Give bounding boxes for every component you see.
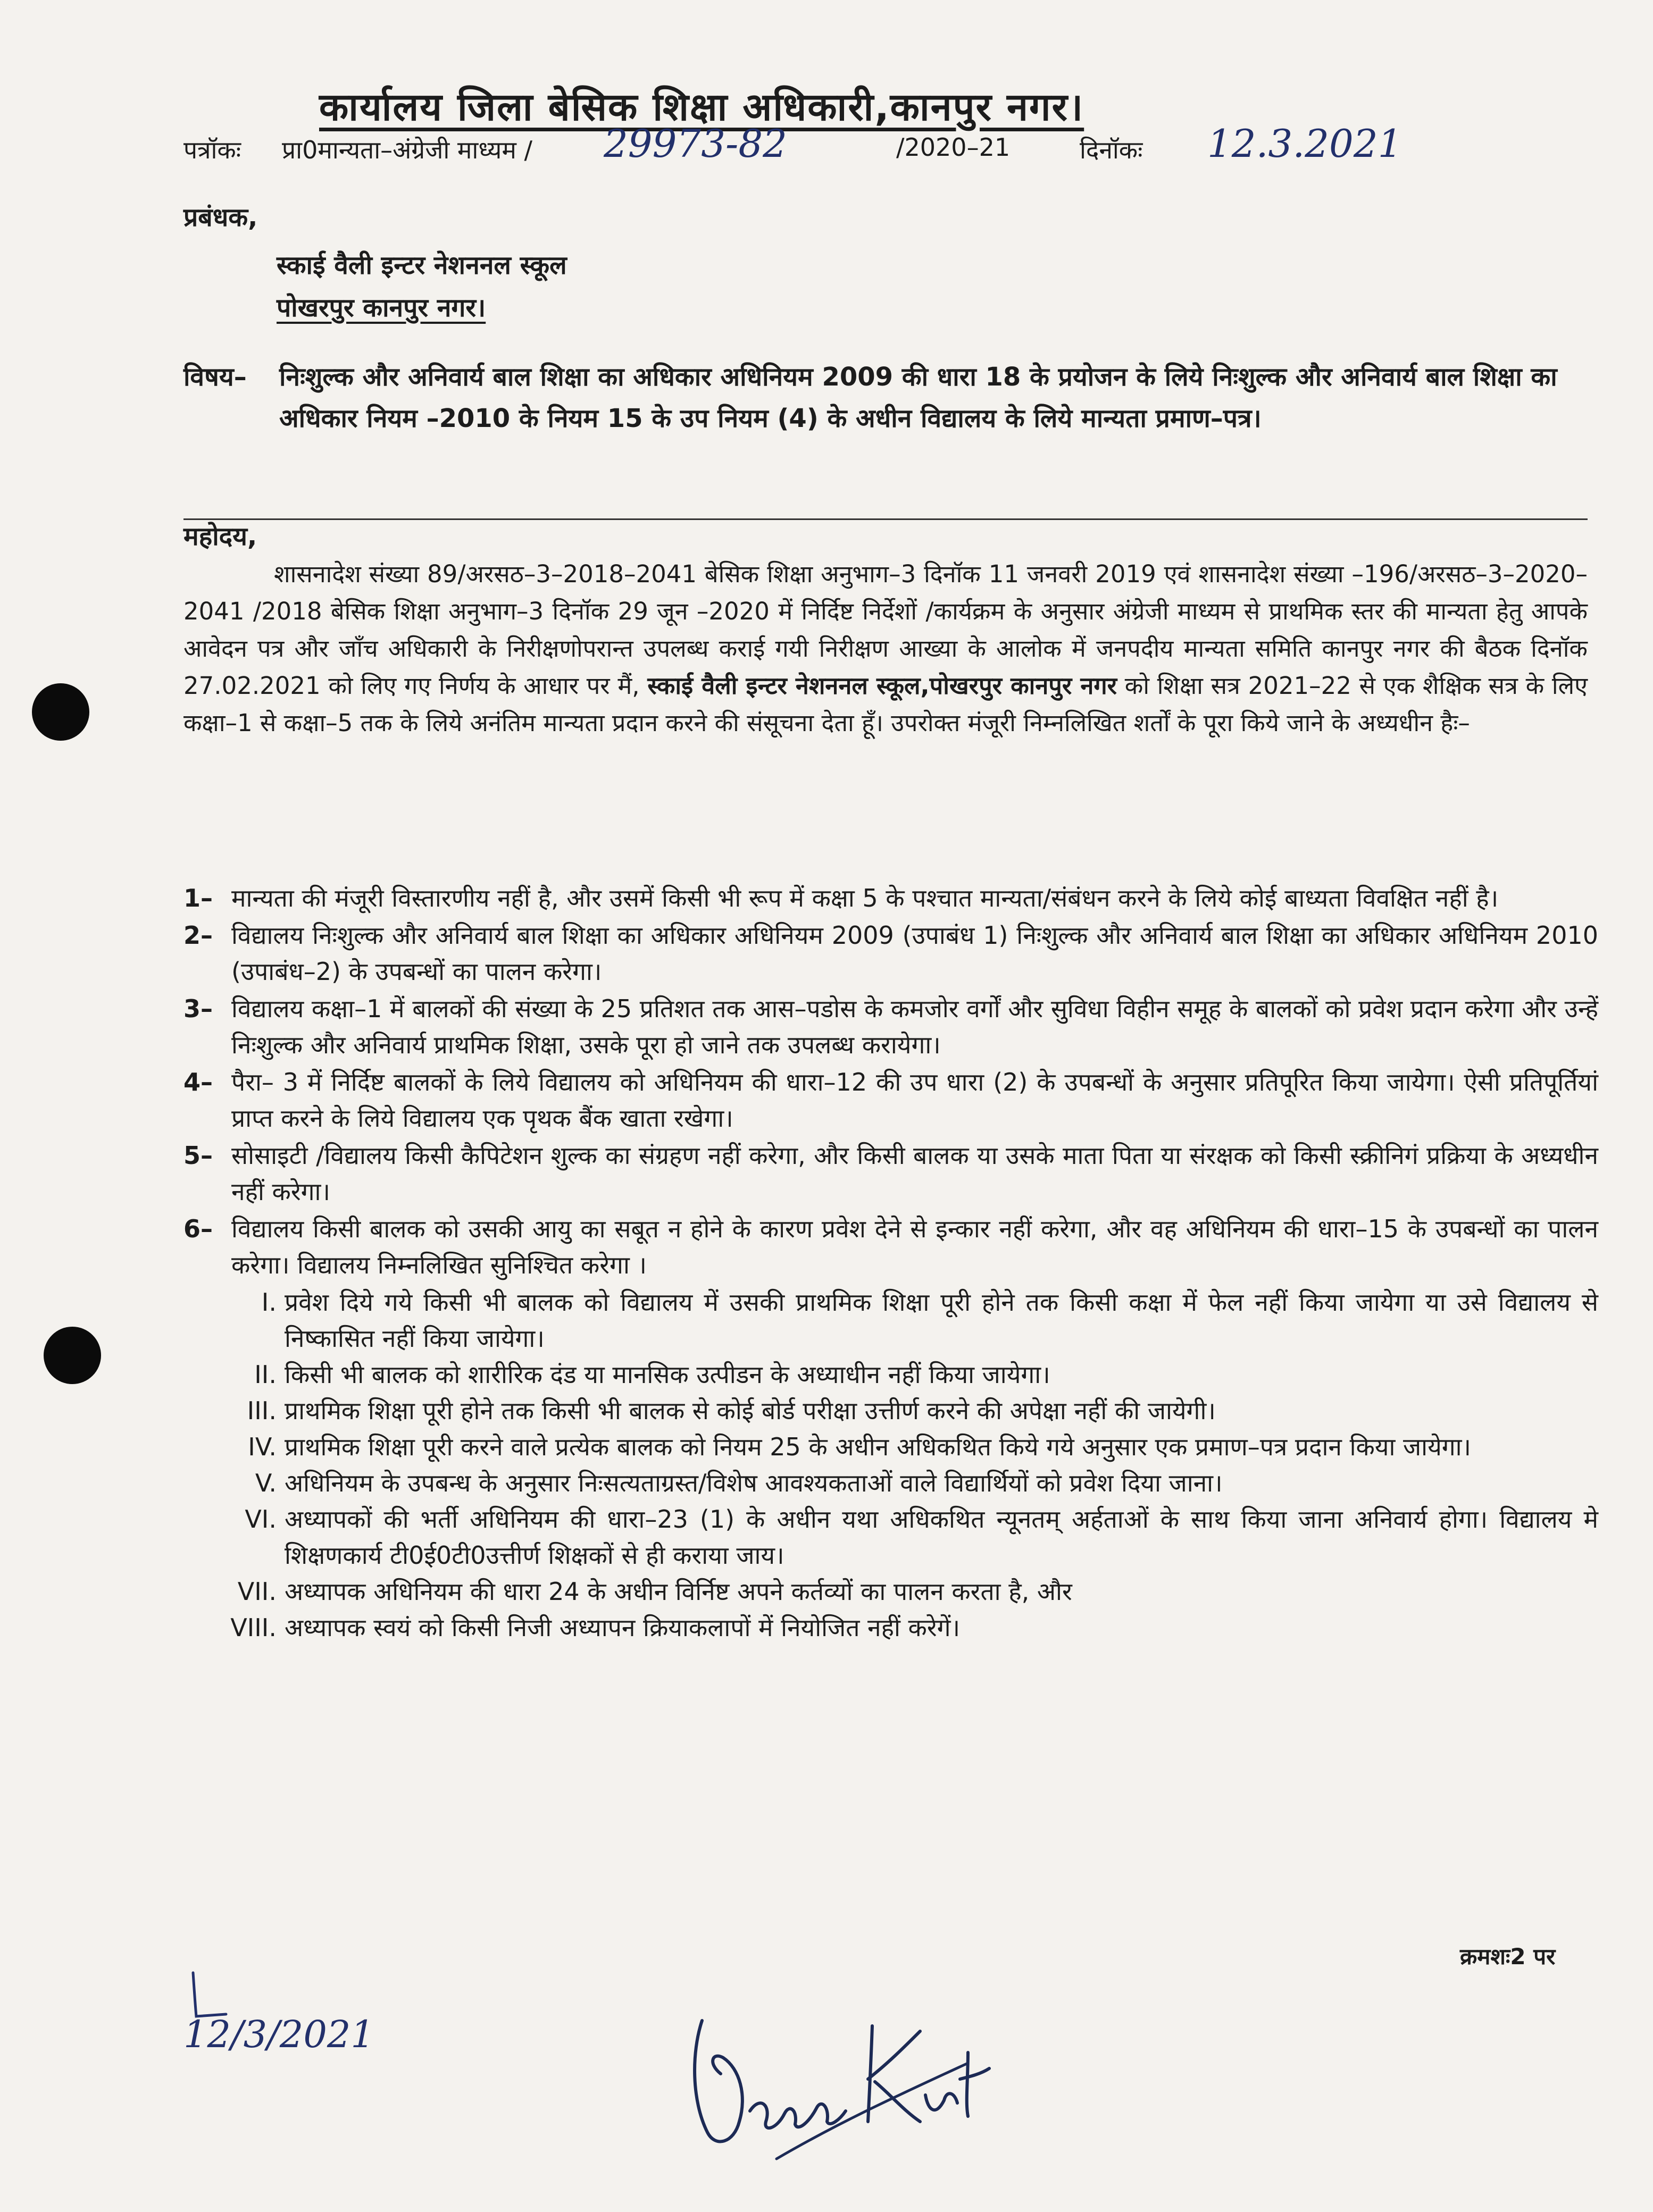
sub-condition-text: अध्यापक स्वयं को किसी निजी अध्यापन क्रियाकलापों में नियोजित नहीं करेगें। [285,1613,961,1642]
body-paragraph [183,556,1588,742]
continuation-note: क्रमशः2 पर [1460,1943,1556,1970]
sub-condition-text: अधिनियम के उपबन्ध के अनुसार निःसत्यताग्रस्त/विशेष आवश्यकताओं वाले विद्यार्थियों को प्रवेश दिया जाना। [285,1469,1223,1497]
condition-item [183,880,1598,916]
sub-condition-number: III. [247,1396,277,1425]
signature [670,1989,1011,2164]
subject-underline [183,518,1588,520]
condition-number: 2– [183,921,213,950]
sub-condition-item [215,1429,1598,1465]
condition-number: 5– [183,1141,213,1170]
sub-condition-text: प्राथमिक शिक्षा पूरी करने वाले प्रत्येक बालक को नियम 25 के अधीन अधिकथित किये गये अनुसार एक प्रमाण–पत्र प्रदान किया जायेगा। [285,1432,1471,1461]
sub-condition-number: VIII. [230,1613,277,1642]
sub-condition-text: प्रवेश दिये गये किसी भी बालक को विद्यालय में उसकी प्राथमिक शिक्षा पूरी होने तक किसी कक्षा में फेल नहीं किया जायेगा या उसे विद्यालय से निष्कासित नहीं किया जायेगा। [285,1288,1598,1353]
sub-condition-item [215,1465,1598,1501]
sub-condition-number: V. [255,1469,277,1497]
sub-condition-number: VII. [237,1577,277,1606]
sub-condition-item [215,1501,1598,1573]
sub-condition-item [215,1610,1598,1646]
salutation: महोदय, [183,522,257,551]
condition-text: विद्यालय कक्षा–1 में बालकों की संख्या के 25 प्रतिशत तक आस–पडोस के कमजोर वर्गों और सुविधा विहीन समूह के बालकों को प्रवेश प्रदान करेगा और उन्हें निःशुल्क और अनिवार्य प्राथमिक शिक्षा, उसके पूरा हो जाने तक उपलब्ध करायेगा। [231,994,1598,1059]
reference-prefix: प्रा0मान्यता–अंग्रेजी माध्यम / [282,136,532,164]
sub-condition-item [215,1573,1598,1610]
condition-item [183,1211,1598,1283]
sub-condition-item [215,1284,1598,1356]
subject-text: निःशुल्क और अनिवार्य बाल शिक्षा का अधिकार अधिनियम 2009 की धारा 18 के प्रयोजन के लिये निःशुल्क और अनिवार्य बाल शिक्षा का अधिकार नियम –2010 के नियम 15 के उप नियम (4) के अधीन विद्यालय के लिये मान्यता प्रमाण–पत्र। [279,362,1557,433]
sub-condition-number: IV. [248,1432,277,1461]
condition-number: 3– [183,994,213,1023]
initial-date-text: 12/3/2021 [183,2013,374,2056]
handwritten-reference-number: 29973-82 [604,121,787,166]
condition-text: विद्यालय निःशुल्क और अनिवार्य बाल शिक्षा का अधिकार अधिनियम 2009 (उपाबंध 1) निःशुल्क और अनिवार्य बाल शिक्षा का अधिकार अधिनियम 2010 (उपाबंध–2) के उपबन्धों का पालन करेगा। [231,921,1598,986]
punch-hole-top [32,683,89,741]
condition-item [183,917,1598,990]
sub-condition-number: I. [261,1288,277,1317]
condition-text: विद्यालय किसी बालक को उसकी आयु का सबूत न होने के कारण प्रवेश देने से इन्कार नहीं करेगा, और वह अधिनियम की धारा–15 के उपबन्धों का पालन करेगा। विद्यालय निम्नलिखित सुनिश्चित करेगा । [231,1214,1598,1279]
sub-condition-item [215,1393,1598,1429]
handwritten-date: 12.3.2021 [1207,121,1402,166]
sub-condition-item [215,1356,1598,1393]
body-text-part2: को शिक्षा सत्र 2021–22 से एक शैक्षिक सत्र के लिए कक्षा–1 से कक्षा–5 तक के लिये अनंतिम मान्यता प्रदान करने की संसूचना देता हूँ। उपरोक्त मंजूरी निम्नलिखित शर्तों के पूरा किये जाने के अध्यधीन हैः– [183,672,1588,737]
condition-text: सोसाइटी /विद्यालय किसी कैपिटेशन शुल्क का संग्रहण नहीं करेगा, और किसी बालक या उसके माता पिता या संरक्षक को किसी स्क्रीनिगं प्रक्रिया के अध्यधीन नहीं करेगा। [231,1141,1598,1206]
handwritten-initial-date [178,1967,374,2063]
sub-condition-text: अध्यापक अधिनियम की धारा 24 के अधीन विर्निष्ट अपने कर्तव्यों का पालन करता है, और [285,1577,1072,1606]
condition-item [183,1064,1598,1136]
body-text-part1: शासनादेश संख्या 89/अरसठ–3–2018–2041 बेसिक शिक्षा अनुभाग–3 दिनॉक 11 जनवरी 2019 एवं शासनादेश संख्या –196/अरसठ–3–2020–2041 /2018 बेसिक शिक्षा अनुभाग–3 दिनॉक 29 जून –2020 में निर्दिष्ट निर्देशों /कार्यक्रम के अनुसार अंग्रेजी माध्यम से प्राथमिक स्तर की मान्यता हेतु आपके आवेदन पत्र और जाँच अधिकारी के निरीक्षणोपरान्त उपलब्ध कराई गयी निरीक्षण आख्या के आलोक में जनपदीय मान्यता समिति कानपुर नगर की बैठक दिनॉक 27.02.2021 को लिए गए निर्णय के आधार पर मैं, [183,560,1588,700]
conditions-list [183,880,1598,1646]
condition-text: पैरा– 3 में निर्दिष्ट बालकों के लिये विद्यालय को अधिनियम की धारा–12 की उप धारा (2) के उपबन्धों के अनुसार प्रतिपूरित किया जायेगा। ऐसी प्रतिपूर्तियां प्राप्त करने के लिये विद्यालय एक पृथक बैंक खाता रखेगा। [231,1068,1598,1133]
recipient-name: स्काई वैली इन्टर नेशननल स्कूल [277,250,567,280]
office-header: कार्यालय जिला बेसिक शिक्षा अधिकारी,कानपुर नगर। [319,85,1084,129]
reference-label: पत्रॉकः [183,136,241,164]
condition-item [183,1137,1598,1210]
condition-number: 4– [183,1068,213,1096]
sub-condition-text: अध्यापकों की भर्ती अधिनियम की धारा–23 (1) के अधीन यथा अधिकथित न्यूनतम् अर्हताओं के साथ किया जाना अनिवार्य होगा। विद्यालय मे शिक्षणकार्य टी0ई0टी0उत्तीर्ण शिक्षकों से ही कराया जाय। [285,1505,1598,1570]
sub-condition-text: किसी भी बालक को शारीरिक दंड या मानसिक उत्पीडन के अध्याधीन नहीं किया जायेगा। [285,1360,1050,1389]
condition-text: मान्यता की मंजूरी विस्तारणीय नहीं है, और उसमें किसी भी रूप में कक्षा 5 के पश्चात मान्यता/संबंधन करने के लिये कोई बाध्यता विवक्षित नहीं है। [231,884,1499,912]
sub-condition-number: II. [254,1360,277,1389]
sub-condition-number: VI. [245,1505,277,1534]
date-label: दिनॉकः [1080,136,1143,164]
reference-year: /2020–21 [896,133,1011,162]
condition-item [183,991,1598,1063]
condition-number: 6– [183,1214,213,1243]
subject-label: विषय– [183,362,247,392]
recipient-address: पोखरपुर कानपुर नगर। [277,293,486,323]
reference-line [183,121,1460,186]
sub-condition-text: प्राथमिक शिक्षा पूरी होने तक किसी भी बालक से कोई बोर्ड परीक्षा उत्तीर्ण करने की अपेक्षा नहीं की जायेगी। [285,1396,1216,1425]
body-school-name: स्काई वैली इन्टर नेशननल स्कूल,पोखरपुर कानपुर नगर [647,672,1117,700]
recipient-title: प्रबंधक, [183,203,258,232]
condition-number: 1– [183,884,213,912]
punch-hole-bottom [44,1327,101,1384]
